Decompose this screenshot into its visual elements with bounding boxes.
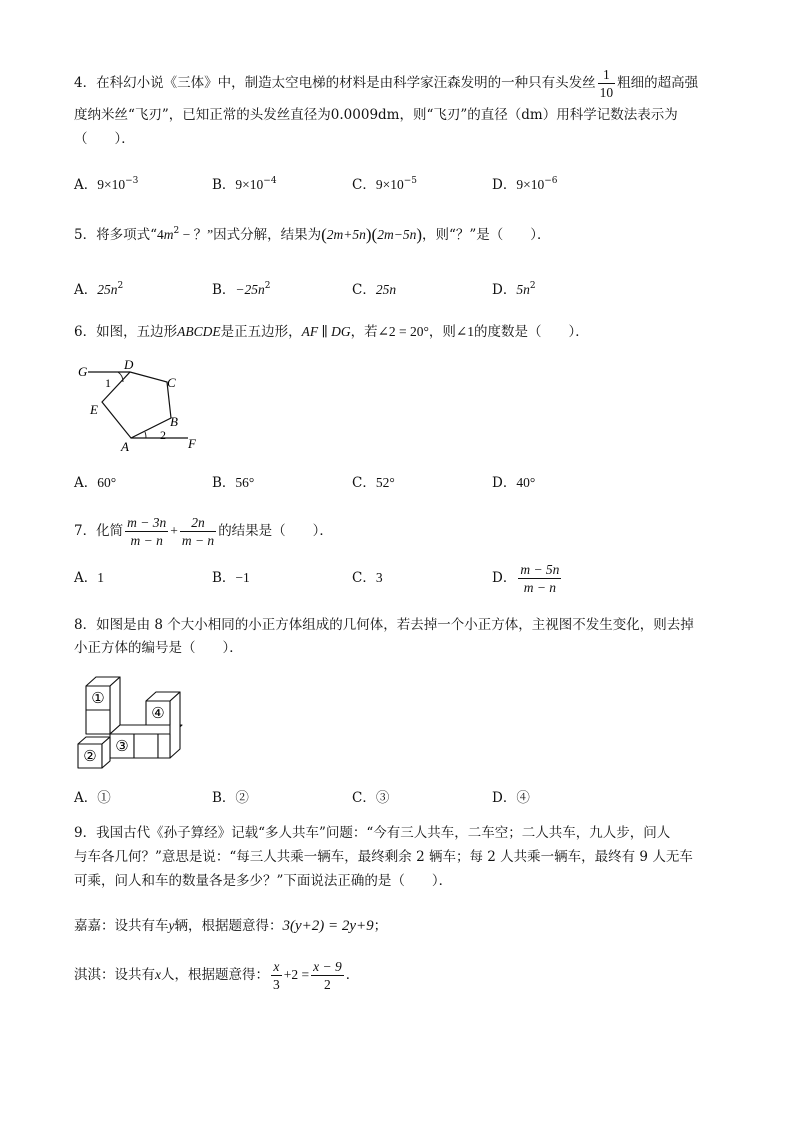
label-cube-2: ② xyxy=(83,749,97,765)
q6-option-a[interactable]: A．60° xyxy=(74,475,117,491)
q6-option-b[interactable]: B．56° xyxy=(212,475,255,491)
label-angle-2: 2 xyxy=(160,428,166,442)
q8-option-c[interactable]: C．③ xyxy=(352,790,390,806)
qiqi-statement: 淇淇：设共有x人，根据题意得： $\frac{x}{3}$ +2 = $\frac{x - 9}{2}$ ． xyxy=(74,959,360,992)
q6-option-c[interactable]: C．52° xyxy=(352,475,395,491)
fraction-1: $\frac{m - 3n}{m - n}$ xyxy=(127,515,167,548)
label-e: E xyxy=(90,402,98,417)
question-4-line-2: 度纳米丝“飞刃”，已知正常的头发丝直径为0.0009dm，则“飞刃”的直径（dm）用科学记数法表示为 xyxy=(74,107,678,123)
question-9-line-3: 可乘，问人和车的数量各是多少？”下面说法正确的是（ ）． xyxy=(74,873,453,889)
fraction-2: $\frac{2n}{m - n}$ xyxy=(181,515,215,548)
question-5-stem: 5．将多项式“$4m^2$ − ？”因式分解，结果为(2m+5n)(2m−5n)，则“？”是（ ）． xyxy=(74,225,551,244)
question-9-line-2: 与车各几何？”意思是说：“每三人共乘一辆车，最终剩余 2 辆车；每 2 人共乘一辆车，最终有 9 人无车 xyxy=(74,849,693,865)
question-8-line-2: 小正方体的编号是（ ）． xyxy=(74,640,243,656)
label-cube-1: ① xyxy=(91,691,105,707)
fraction-one-tenth: $\frac{1}{10}$ xyxy=(599,67,614,100)
qiqi-fraction-2: $\frac{x - 9}{2}$ xyxy=(313,959,342,992)
label-d: D xyxy=(124,357,134,372)
q6-option-d[interactable]: D．40° xyxy=(492,475,536,491)
angle-2-arc xyxy=(145,432,146,438)
label-b: B xyxy=(170,414,178,429)
qiqi-fraction-1: $\frac{x}{3}$ xyxy=(273,959,280,992)
q5-option-b[interactable]: B．$-25n^2$ xyxy=(212,281,271,298)
q7-option-b[interactable]: B．−1 xyxy=(212,570,250,586)
q8-option-b[interactable]: B．② xyxy=(212,790,249,806)
label-a: A xyxy=(121,439,129,454)
q7-option-d[interactable]: D． $\frac{m - 5n}{m - n}$ xyxy=(492,562,560,595)
cube-figure xyxy=(70,672,190,772)
question-9-line-1: 9．我国古代《孙子算经》记载“多人共车”问题：“今有三人共车，二车空；二人共车，九人步，问人 xyxy=(74,825,671,841)
q4-option-c[interactable]: C．$9\times 10^{-5}$ xyxy=(352,176,417,193)
q4-option-d[interactable]: D．$9\times 10^{-6}$ xyxy=(492,176,558,193)
cube-left-column-side xyxy=(110,677,120,734)
label-cube-4: ④ xyxy=(151,706,165,722)
q5-option-d[interactable]: D．$5n^2$ xyxy=(492,281,536,298)
q5-option-a[interactable]: A．$25n^2$ xyxy=(74,281,124,298)
label-cube-3: ③ xyxy=(115,739,129,755)
q4-option-a[interactable]: A．$9\times 10^{-3}$ xyxy=(74,176,139,193)
q8-option-d[interactable]: D．④ xyxy=(492,790,530,806)
label-c: C xyxy=(167,375,176,390)
pentagon-figure xyxy=(70,356,210,456)
label-g: G xyxy=(78,364,88,379)
q7-option-c[interactable]: C．3 xyxy=(352,570,383,586)
cube-bottom-right-front xyxy=(158,734,170,758)
right-column-side xyxy=(170,692,180,758)
question-4-line-1: 4．在科幻小说《三体》中，制造太空电梯的材料是由科学家汪森发明的一种只有头发丝 $\frac{1}{10}$ 粗细的超高强 xyxy=(74,67,699,100)
question-4-line-3: （ ）． xyxy=(74,131,135,147)
q4-option-b[interactable]: B．$9\times 10^{-4}$ xyxy=(212,176,277,193)
cube-left-middle-front xyxy=(86,710,110,734)
question-8-line-1: 8．如图是由 8 个大小相同的小正方体组成的几何体，若去掉一个小正方体，主视图不发生变化，则去掉 xyxy=(74,617,694,633)
q5-option-c[interactable]: C．25n xyxy=(352,282,397,298)
q8-option-a[interactable]: A．① xyxy=(74,790,111,806)
question-7-stem: 7．化简 $\frac{m - 3n}{m - n}$ + $\frac{2n}{m - n}$ 的结果是（ ）． xyxy=(74,515,333,548)
label-angle-1: 1 xyxy=(105,376,111,390)
jiajia-statement: 嘉嘉：设共有车y辆，根据题意得：3(y+2) = 2y+9； xyxy=(74,918,388,934)
option-d-fraction: $\frac{m - 5n}{m - n}$ xyxy=(520,562,560,595)
label-f: F xyxy=(188,436,196,451)
cube-bottom-middle-front xyxy=(134,734,158,758)
q7-option-a[interactable]: A．1 xyxy=(74,570,104,586)
question-6-stem: 6．如图，五边形ABCDE是正五边形，AF ∥ DG，若∠2 = 20°，则∠1的度数是（ ）． xyxy=(74,324,589,340)
